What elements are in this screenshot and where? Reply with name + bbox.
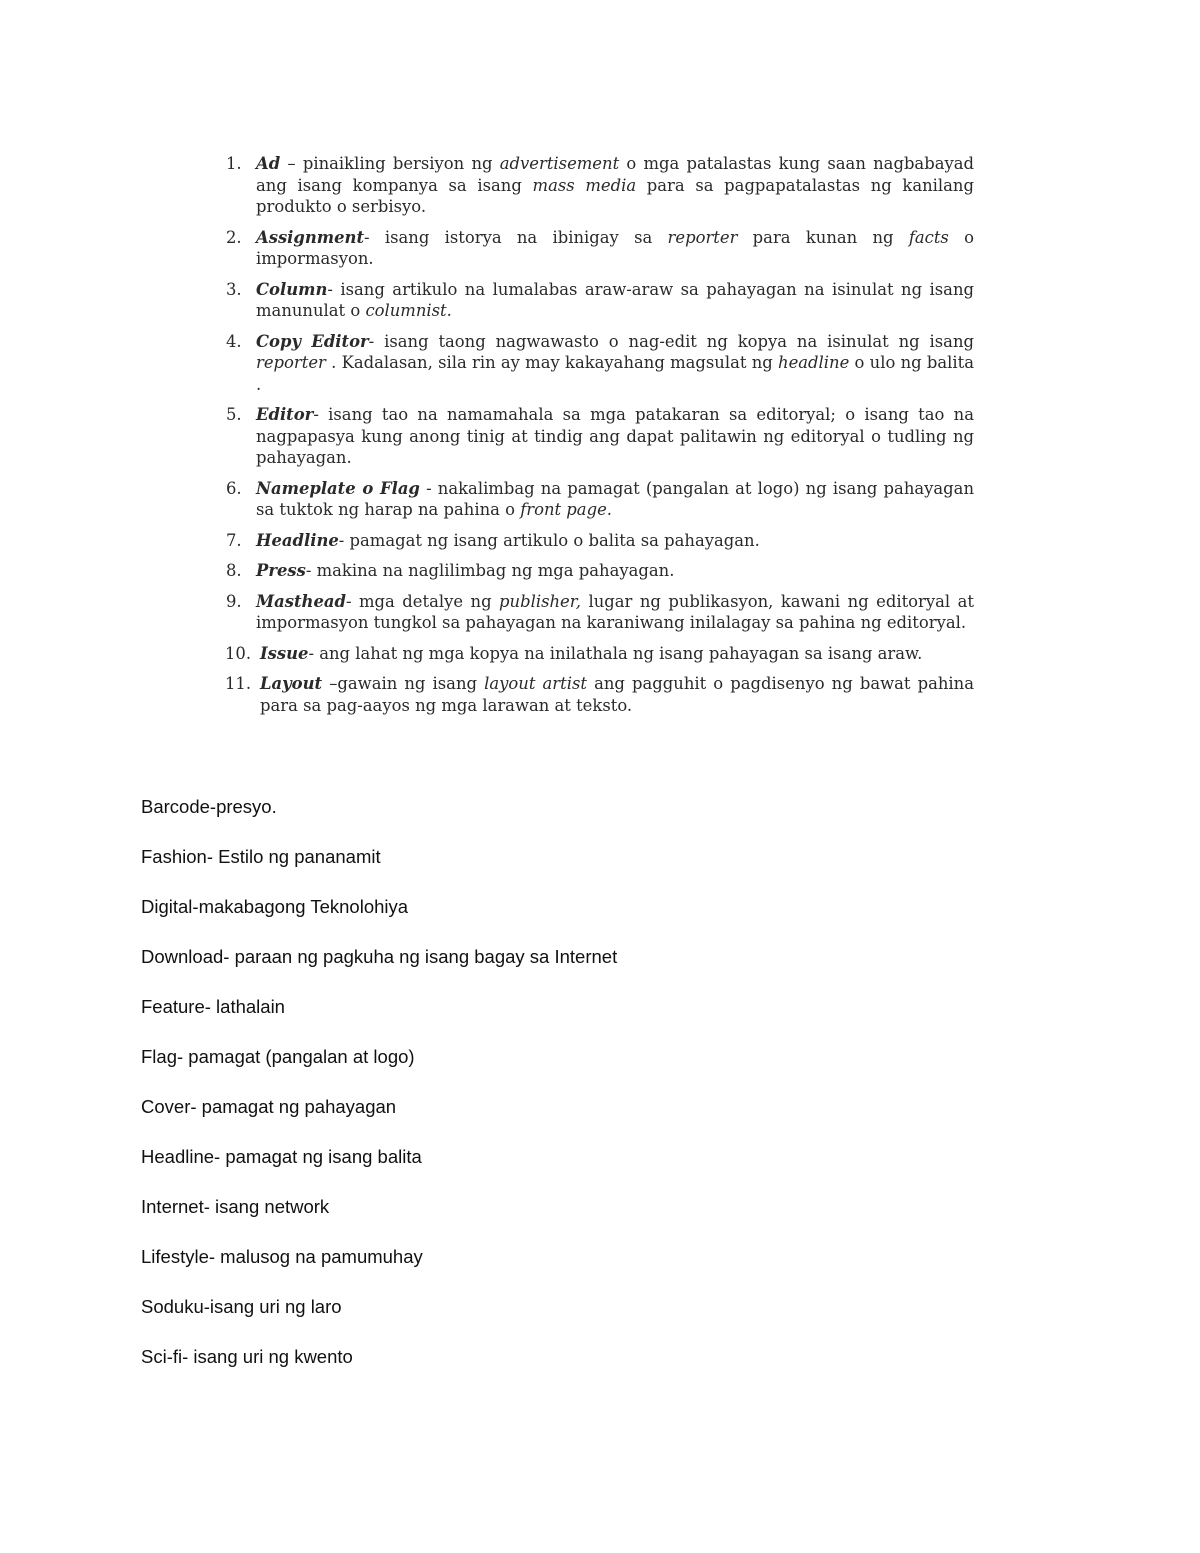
definition-text: ang pagguhit o pagdisenyo ng bawat pahina para sa pag-aayos ng mga larawan at teksto.	[260, 674, 974, 715]
glossary-item	[222, 404, 974, 469]
italic-term: publisher,	[499, 591, 581, 611]
item-number: 10.	[225, 643, 252, 663]
italic-term: reporter	[667, 227, 738, 247]
glossary-item	[222, 643, 974, 665]
italic-term: facts	[908, 227, 949, 247]
italic-term: layout artist	[484, 674, 587, 693]
item-number: 4.	[226, 331, 242, 351]
definition-list	[141, 795, 617, 1395]
glossary-term: Copy Editor	[256, 331, 369, 351]
item-number: 11.	[225, 674, 252, 693]
glossary-term: Headline	[256, 530, 339, 550]
definition-text: - isang tao na namamahala sa mga patakaran sa editoryal; o isang tao na nagpapasya kung anong tinig at tindig ang dapat palitawin ng editoryal o tudling ng pahayagan.	[256, 405, 974, 467]
glossary-item	[222, 331, 974, 396]
definition-text: –gawain ng isang	[322, 674, 485, 693]
definition-text: - isang taong nagwawasto o nag-edit ng kopya na isinulat ng isang	[368, 331, 975, 351]
glossary-term: Layout	[260, 674, 323, 693]
definition-line: Fashion- Estilo ng pananamit	[141, 846, 381, 867]
glossary-term: Issue	[260, 643, 309, 663]
definition-text: . Kadalasan, sila rin ay may kakayahang magsulat ng	[325, 353, 779, 372]
glossary-item	[222, 673, 974, 716]
glossary-term: Assignment	[256, 227, 365, 247]
definition-text: para kunan ng	[737, 227, 909, 247]
definition-line: Feature- lathalain	[141, 996, 285, 1017]
item-number: 1.	[226, 154, 242, 173]
item-number: 5.	[226, 405, 242, 424]
glossary-term: Ad	[256, 154, 281, 173]
item-number: 8.	[226, 561, 242, 580]
glossary-term: Nameplate o Flag	[256, 478, 420, 498]
definition-line: Lifestyle- malusog na pamumuhay	[141, 1246, 423, 1267]
italic-term: columnist.	[365, 301, 452, 320]
definition-text: o impormasyon.	[256, 227, 975, 268]
italic-term: advertisement	[499, 154, 620, 173]
glossary-term: Press	[256, 561, 306, 580]
definition-line: Digital-makabagong Teknolohiya	[141, 896, 409, 917]
italic-term: mass media	[532, 175, 637, 195]
glossary-item	[222, 591, 974, 634]
definition-text: para sa pagpapatalastas ng kanilang produkto o serbisyo.	[256, 175, 974, 216]
glossary-item	[222, 478, 974, 521]
glossary-term: Column	[256, 279, 328, 299]
glossary-item	[222, 227, 974, 270]
definition-line: Cover- pamagat ng pahayagan	[141, 1096, 397, 1117]
definition-text: - ang lahat ng mga kopya na inilathala ng isang pahayagan sa isang araw.	[308, 643, 923, 663]
definition-line: Soduku-isang uri ng laro	[141, 1296, 342, 1317]
item-number: 2.	[226, 227, 242, 247]
definition-line: Headline- pamagat ng isang balita	[141, 1146, 422, 1167]
definition-text: - nakalimbag na pamagat (pangalan at logo) ng isang pahayagan sa tuktok ng harap na pahina o	[256, 478, 974, 519]
definition-text: - isang artikulo na lumalabas araw-araw sa pahayagan na isinulat ng isang manunulat o	[256, 279, 974, 320]
item-number: 3.	[226, 279, 242, 299]
definition-line: Sci-fi- isang uri ng kwento	[141, 1346, 353, 1367]
glossary-item	[222, 153, 974, 218]
glossary-term: Editor	[256, 405, 314, 424]
definition-line: Download- paraan ng pagkuha ng isang bagay sa Internet	[141, 946, 618, 967]
italic-term: front page.	[520, 500, 612, 519]
definition-text: - pamagat ng isang artikulo o balita sa pahayagan.	[338, 530, 760, 550]
definition-text: o mga patalastas kung saan nagbabayad ang isang kompanya sa isang	[256, 154, 974, 195]
definition-text: - isang istorya na ibinigay sa	[364, 227, 668, 247]
definition-text: lugar ng publikasyon, kawani ng editoryal at impormasyon tungkol sa pahayagan na karaniwang inilalagay sa pahina ng editoryal.	[256, 591, 974, 632]
italic-term: reporter	[256, 353, 326, 372]
definition-line: Flag- pamagat (pangalan at logo)	[141, 1046, 415, 1067]
glossary-term: Masthead	[256, 591, 346, 611]
item-number: 6.	[226, 478, 242, 498]
glossary-item	[222, 560, 974, 582]
item-number: 9.	[226, 591, 242, 611]
glossary-list	[222, 153, 974, 725]
definition-line: Barcode-presyo.	[141, 796, 277, 817]
glossary-item	[222, 279, 974, 322]
definition-text: - makina na naglilimbag ng mga pahayagan.	[305, 561, 675, 580]
item-number: 7.	[226, 530, 242, 550]
definition-text: – pinaikling bersiyon ng	[280, 154, 500, 173]
glossary-item	[222, 530, 974, 552]
italic-term: headline	[778, 353, 850, 372]
definition-text: - mga detalye ng	[346, 591, 500, 611]
definition-text: o ulo ng balita .	[256, 353, 975, 394]
definition-line: Internet- isang network	[141, 1196, 330, 1217]
